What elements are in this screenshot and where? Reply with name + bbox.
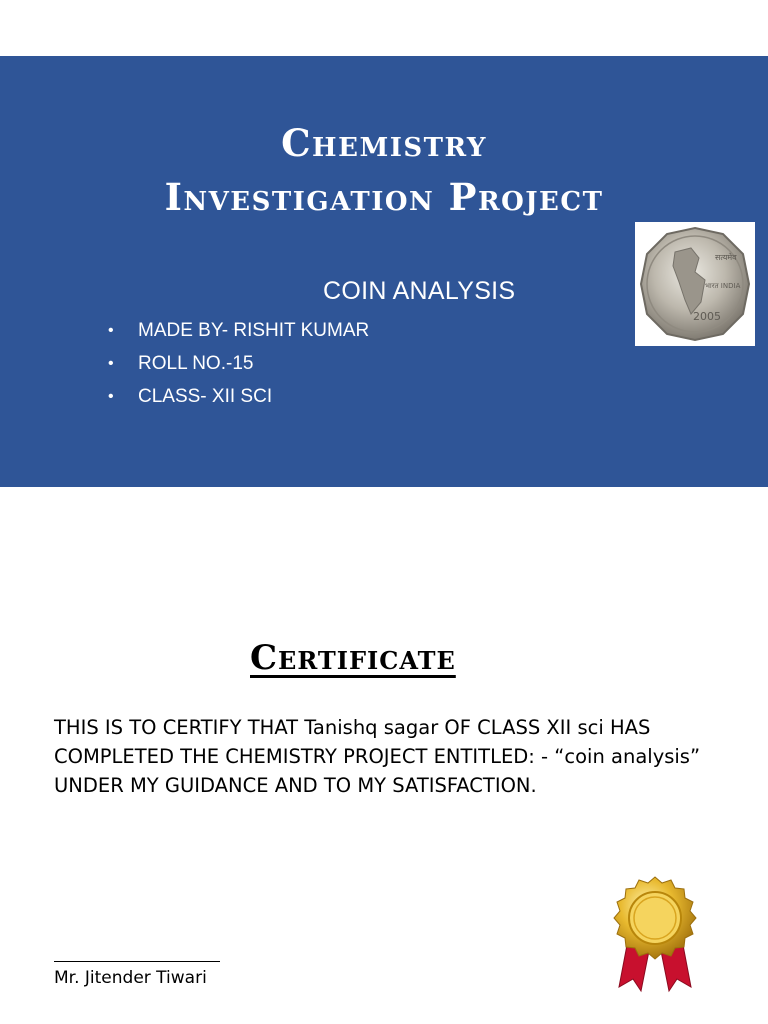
title-line-2: Investigation Project: [164, 175, 604, 219]
student-details-list: [108, 314, 369, 413]
project-subtitle: COIN ANALYSIS: [323, 277, 516, 305]
title-slide: [0, 56, 768, 487]
signature-line: [54, 961, 220, 962]
signatory-name: Mr. Jitender Tiwari: [54, 968, 207, 988]
bullet-class: • CLASS- XII SCI: [108, 380, 369, 413]
title-line-1: Chemistry: [281, 121, 487, 165]
certificate-heading: Certificate: [250, 638, 456, 678]
coin-icon: [635, 222, 755, 346]
certificate-body: THIS IS TO CERTIFY THAT Tanishq sagar OF CLASS XII sci HAS COMPLETED THE CHEMISTRY PROJECT ENTITLED: - “coin analysis” UNDER MY GUIDANCE AND TO MY SATISFACTION.: [54, 716, 701, 797]
bullet-roll-no: • ROLL NO.-15: [108, 347, 369, 380]
coin-image: [635, 222, 755, 346]
coin-top-text: सत्यमेव: [715, 253, 737, 262]
coin-year: 2005: [693, 310, 721, 323]
coin-middle-text: भारत INDIA: [705, 282, 741, 290]
bullet-made-by: • MADE BY- RISHIT KUMAR: [108, 314, 369, 347]
project-title: [0, 116, 768, 224]
medal-icon: [605, 875, 705, 995]
